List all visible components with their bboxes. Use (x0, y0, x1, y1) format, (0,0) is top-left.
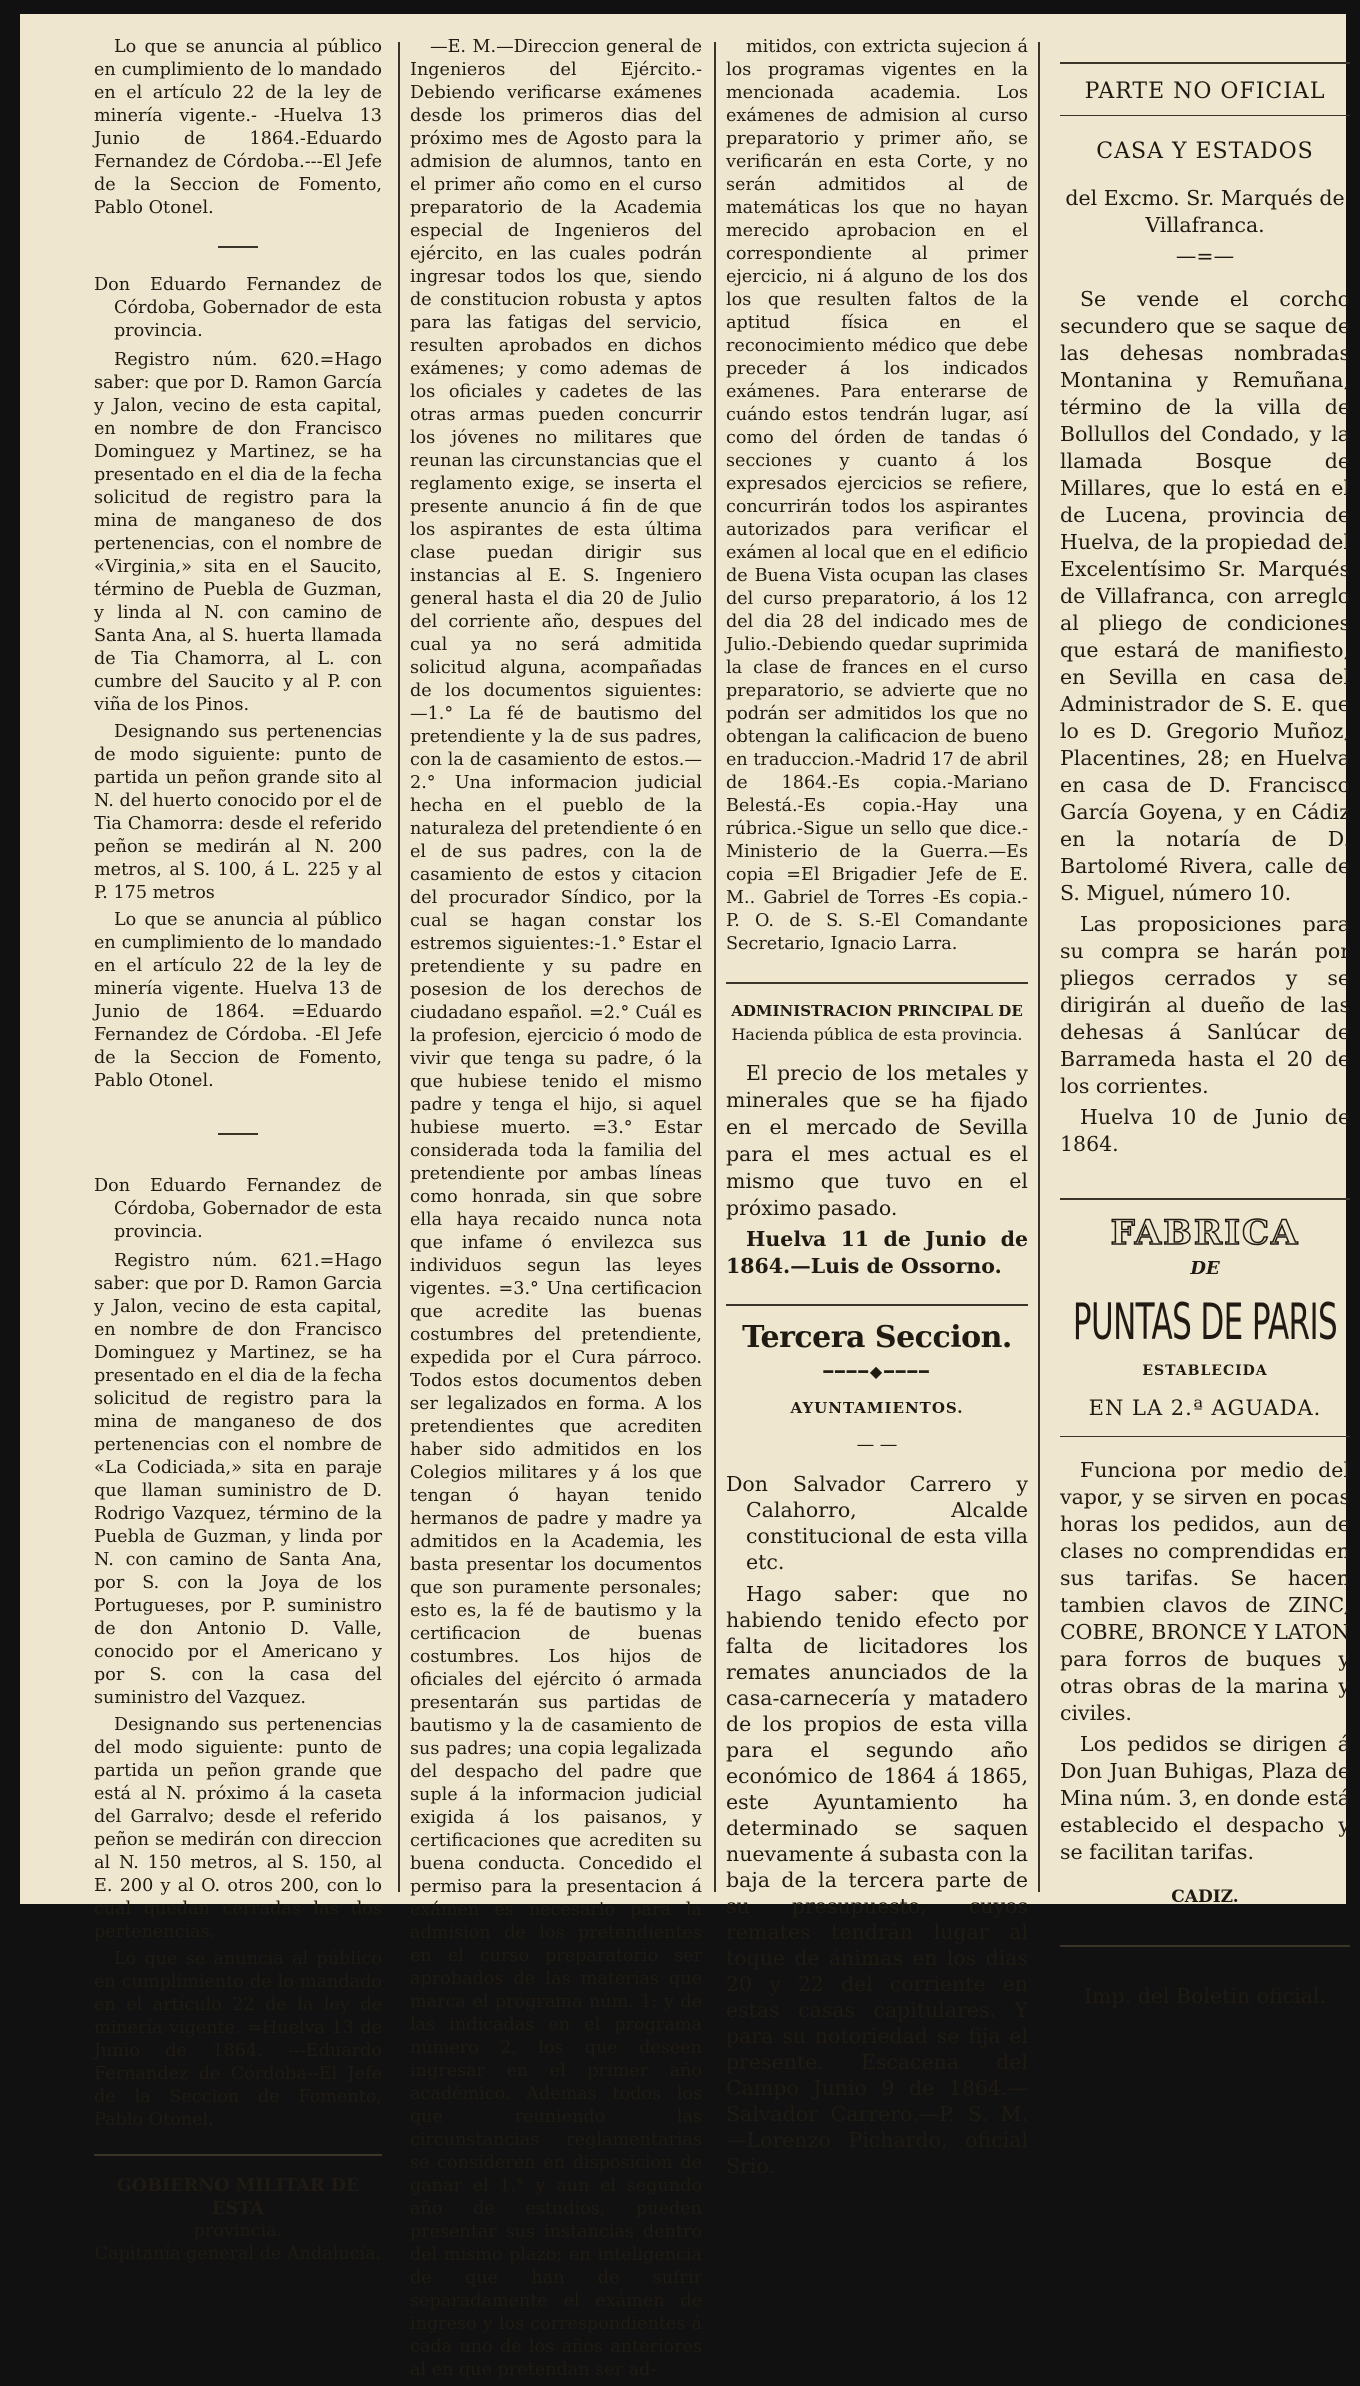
notice-heading: Don Eduardo Fernandez de Córdoba, Gobernador de esta provincia. (94, 275, 382, 341)
section-heading: GOBIERNO MILITAR DE ESTA (116, 2175, 360, 2219)
notice-paragraph: Hago saber: que no habiendo tenido efecto por falta de licitadores los remates anunciados de la casa-carnecería y matadero de los propios de esta villa para el segundo año económico de 1864 á 1865, este Ayuntamiento ha determinado se saquen nuevamente á subasta con la baja de la tercera parte de su presupuesto, cuyos remates tendrán lugar al toque de ánimas en los dias 20 y 22 del corriente en estas casas capitulares. Y para su notoriedad se fija el presente. Escacena del Campo Junio 9 de 1864.—Salvador Carrero.—P. S. M.—Lorenzo Pichardo, oficial Srio. (726, 1582, 1028, 2178)
divider (94, 2154, 382, 2156)
notice-date: Huelva 10 de Junio de 1864. (1060, 1105, 1350, 1156)
section-subheading: provincia. (193, 2221, 283, 2241)
column-1 (94, 36, 382, 2266)
section-subheading: Hacienda pública de esta provincia. (731, 1025, 1023, 1044)
section-subheading: del Excmo. Sr. Marqués de Villafranca. (1065, 186, 1345, 237)
notice-paragraph: Designando sus pertenencias del modo siguiente: punto de partida un peñon grande que está al N. próximo á la caseta del Garralvo; desde el referido peñon se medirán con direccion al N. 150 metros, al S. 150, al E. 200 y al O. otros 200, con lo cual quedan cerradas las dos pertenencias. (94, 1715, 382, 1942)
column-rule (714, 42, 716, 1892)
divider (1060, 1436, 1350, 1437)
section-heading: ADMINISTRACION PRINCIPAL DE (731, 1002, 1023, 1020)
notice-paragraph: Lo que se anuncia al público en cumplimiento de lo mandado en el artículo 22 de la ley de minería vigente. =Huelva 13 de Junio de 1864. ---Eduardo Fernandez de Córdoba--El Jefe de la Seccion de Fomento, Pablo Otonel. (94, 1949, 382, 2130)
divider: — — (856, 1435, 898, 1455)
section-heading: CASA Y ESTADOS (1096, 139, 1314, 164)
newspaper-page (20, 14, 1350, 2380)
ornament: ━━━━◆━━━━ (823, 1362, 931, 1381)
advert-subtitle: DE (1190, 1258, 1220, 1279)
column-3 (726, 36, 1028, 2183)
notice-paragraph: Las proposiciones para su compra se harán por pliegos cerrados y se dirigirán al dueño de las dehesas á Sanlúcar de Barrameda hasta el 20 de los corrientes. (1060, 912, 1350, 1098)
notice-paragraph: Se vende el corcho secundero que se saque de las dehesas nombradas Montanina y Remuñana, término de la villa de Bollullos del Condado, y la llamada Bosque de Millares, que lo está en el de Lucena, provincia de Huelva, de la propiedad del Excelentísimo Sr. Marqués de Villafranca, con arreglo al pliego de condiciones que estará de manifiesto, en Sevilla en casa del Administrador de S. E. que lo es D. Gregorio Muñoz, Placentines, 28; en Huelva en casa de D. Francisco García Goyena, y en Cádiz en la notaría de D. Bartolomé Rivera, calle de S. Miguel, número 10. (1060, 287, 1350, 905)
notice-paragraph: Registro núm. 620.=Hago saber: que por D. Ramon García y Jalon, vecino de esta capital, en nombre de don Francisco Dominguez y Martinez, se ha presentado en el dia de la fecha solicitud de registro para la mina de manganeso de dos pertenencias, con el nombre de «Virginia,» sita en el Saucito, término de Puebla de Guzman, y linda al N. con camino de Santa Ana, al S. huerta llamada de Tia Chamorra, al L. con cumbre del Saucito y al P. con viña de los Pinos. (94, 350, 382, 715)
advert-headline: PUNTAS DE PARIS (1072, 1293, 1338, 1351)
advert-label: ESTABLECIDA (1142, 1363, 1268, 1379)
column-2 (410, 36, 702, 2386)
column-4 (1060, 36, 1350, 2014)
section-subtitle: AYUNTAMIENTOS. (790, 1399, 964, 1417)
section-title: Tercera Seccion. (742, 1320, 1012, 1355)
printer-imprint: Imp. del Boletin oficial. (1084, 1984, 1326, 2008)
section-heading: PARTE NO OFICIAL (1084, 79, 1326, 104)
notice-paragraph: Funciona por medio del vapor, y se sirven en pocas horas los pedidos, aun de clases no comprendidas en sus tarifas. Se hacen tambien clavos de ZINC, COBRE, BRONCE Y LATON para forros de buques y otras obras de la marina y civiles. (1060, 1458, 1350, 1725)
notice-heading: Don Salvador Carrero y Calahorro, Alcalde constitucional de esta villa etc. (726, 1472, 1028, 1574)
divider (1060, 1198, 1350, 1200)
column-rule (1038, 42, 1040, 1892)
advert-location: EN LA 2.ª AGUADA. (1088, 1396, 1322, 1420)
advert-title: FABRICA (1110, 1213, 1300, 1253)
notice-paragraph: Designando sus pertenencias de modo siguiente: punto de partida un peñon grande sito al N. del huerto conocido por el de Tia Chamorra: desde el referido peñon se medirán al N. 200 metros, al S. 100, á L. 225 y al P. 175 metros (94, 722, 382, 903)
notice-paragraph: El precio de los metales y minerales que se ha fijado en el mercado de Sevilla para el mes actual es el mismo que tuvo en el próximo pasado. (726, 1061, 1028, 1220)
divider (726, 982, 1028, 984)
notice-paragraph: mitidos, con extricta sujecion á los programas vigentes en la mencionada academia. Los exámenes de admision al curso preparatorio y primer año, se verificarán en esta Corte, y no serán admitidos al de matemáticas los que no hayan merecido aprobacion en el correspondiente al primer ejercicio, ni á alguno de los dos los que resulten faltos de la aptitud física en el reconocimiento médico que debe preceder á los indicados exámenes. Para enterarse de cuándo estos tendrán lugar, así como del órden de tandas ó secciones y cuanto á los expresados ejercicios se refiere, concurrirán todos los aspirantes autorizados para verificar el exámen al local que en el edificio de Buena Vista ocupan las clases del curso preparatorio, á los 12 del dia 28 del indicado mes de Julio.-Debiendo quedar suprimida la clase de frances en el curso preparatorio, se advierte que no podrán ser admitidos los que no obtengan la calificacion de bueno en traduccion.-Madrid 17 de abril de 1864.-Es copia.-Mariano Belestá.-Es copia.-Hay una rúbrica.-Sigue un sello que dice.-Ministerio de la Guerra.—Es copia =El Brigadier Jefe de E. M.. Gabriel de Torres -Es copia.-P. O. de S. S.-El Comandante Secretario, Ignacio Larra. (726, 37, 1029, 954)
notice-paragraph: Registro núm. 621.=Hago saber: que por D. Ramon Garcia y Jalon, vecino de esta capital, en nombre de don Francisco Dominguez y Martinez, se ha presentado en el dia de la fecha solicitud de registro para la mina de manganeso de dos pertenencias con el nombre de «La Codiciada,» sita en paraje que llaman suministro de D. Rodrigo Vazquez, término de la Puebla de Guzman, y linda por N. con camino de Santa Ana, por S. con la Joya de los Portugueses, por P. suministro de don Antonio D. Valle, conocido por el Americano y por S. con la casa del suministro del Vazquez. (94, 1251, 382, 1708)
notice-paragraph: —E. M.—Direccion general de Ingenieros del Ejército.-Debiendo verificarse exámenes desde los primeros dias del próximo mes de Agosto para la admision de alumnos, tanto en el primer año como en el curso preparatorio de la Academia especial de Ingenieros del ejército, en las cuales podrán ingresar todos los que, siendo de constitucion robusta y aptos para las fatigas del servicio, resulten aprobados en dichos exámenes; y como ademas de los oficiales y cadetes de las otras armas pueden concurrir los jóvenes no militares que reunan las circunstancias que el reglamento exige, se inserta el presente anuncio á fin de que los aspirantes de esta última clase puedan dirigir sus instancias al E. S. Ingeniero general hasta el dia 20 de Julio del corriente año, despues del cual ya no será admitida solicitud alguna, acompañadas de los documentos siguientes: —1.° La fé de bautismo del pretendiente y la de sus padres, con la de casamiento de estos.—2.° Una informacion judicial hecha en el pueblo de la naturaleza del pretendiente ó en el de sus padres, con la de casamiento de estos y citacion del procurador Síndico, por la cual se hagan constar los estremos siguientes:-1.° Estar el pretendiente y su padre en posesion de los derechos de ciudadano español. =2.° Cuál es la profesion, ejercicio ó modo de vivir que tenga su padre, ó la que hubiese tenido el mismo padre y tenga el hijo, si aquel hubiese muerto. =3.° Estar considerada toda la familia del pretendiente por ambas líneas como honrada, sin que sobre ella haya recaido nunca nota que infame ó envilezca sus individuos segun las leyes vigentes. =3.° Una certificacion que acredite las buenas costumbres del pretendiente, expedida por el Cura párroco. Todos estos documentos deben ser legalizados en forma. A los pretendientes que acrediten haber sido admitidos en los Colegios militares y á los que tengan ó hayan tenido hermanos de padre y madre ya admitidos en la Academia, les basta presentar los documentos que son puramente personales; esto es, la fé de bautismo y la certificacion de buenas costumbres. Los hijos de oficiales del ejército ó armada presentarán sus partidas de bautismo y la de casamiento de sus padres; una copia legalizada del despacho del padre que suple á la informacion judicial exigida á los paisanos, y certificaciones que acrediten su buena conducta. Concedido el permiso para la presentacion á exámen es necesario para la admision de los pretendientes en el curso preparatorio ser aprobados de las materias que marca el programa núm. 1; y de las indicadas en el programa número 2, los que deseen ingresar en el primer año académico. Ademas todos los que reuniendo las circunstancias reglamentarias se consideren en disposicion de ganar el 1.° y aun el segundo año de estudios, pueden presentar sus instancias dentro del mismo plazo; en inteligencia de que han de sufrir separadamente el exámen de ingreso y los correspondientes á cada uno de los años anteriores al en que pretendan ser ad- (410, 37, 702, 2380)
section-subheading: Capitanía general de Andalucía. (94, 2244, 382, 2264)
column-rule (398, 42, 400, 1892)
notice-heading: Don Eduardo Fernandez de Córdoba, Gobernador de esta provincia. (94, 1176, 382, 1242)
divider (726, 1304, 1028, 1306)
divider (1060, 115, 1350, 116)
notice-paragraph: Los pedidos se dirigen á Don Juan Buhigas, Plaza de Mina núm. 3, en donde está establecido el despacho y se facilitan tarifas. (1060, 1732, 1350, 1864)
notice-paragraph: Lo que se anuncia al público en cumplimiento de lo mandado en el artículo 22 de la ley de minería vigente.- -Huelva 13 Junio de 1864.-Eduardo Fernandez de Córdoba.---El Jefe de la Seccion de Fomento, Pablo Otonel. (94, 37, 382, 218)
divider (1060, 1945, 1350, 1947)
ornament: —=— (1175, 244, 1235, 268)
notice-signature: Huelva 11 de Junio de 1864.—Luis de Ossorno. (726, 1227, 1028, 1278)
advert-city: CADIZ. (1171, 1887, 1239, 1907)
divider (218, 246, 258, 248)
divider (1060, 62, 1350, 64)
divider (218, 1133, 258, 1135)
notice-paragraph: Lo que se anuncia al público en cumplimiento de lo mandado en el artículo 22 de la ley de minería vigente. Huelva 13 de Junio de 1864. =Eduardo Fernandez de Córdoba. -El Jefe de la Seccion de Fomento, Pablo Otonel. (94, 910, 382, 1091)
